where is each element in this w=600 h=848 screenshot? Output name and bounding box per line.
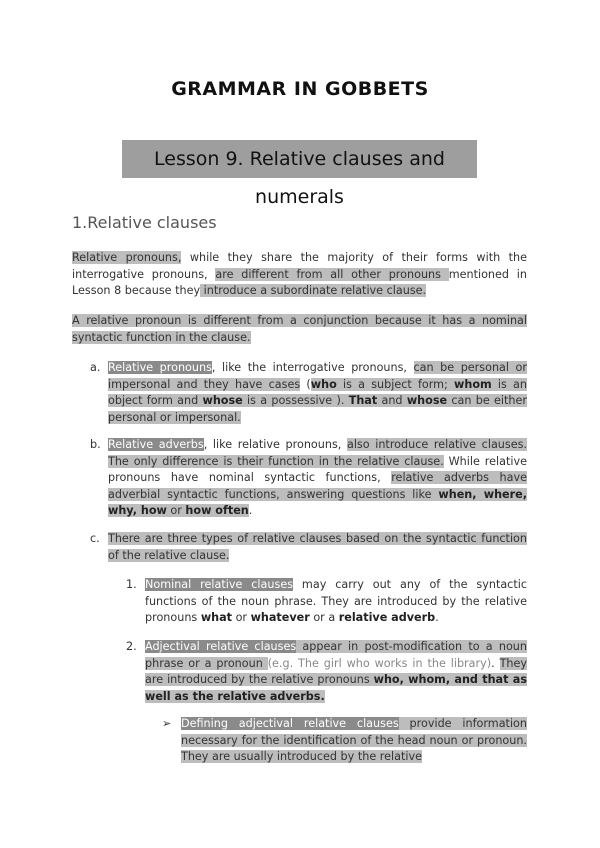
text: or a: [309, 611, 339, 625]
list-marker-1: 1.: [126, 578, 137, 591]
text: .: [248, 504, 253, 518]
text: and: [377, 394, 407, 408]
bold: relative adverb: [338, 611, 436, 625]
list-item-c: [108, 531, 527, 564]
dark-highlight: Defining adjectival relative clauses: [181, 717, 399, 730]
list-item-b: [108, 437, 527, 520]
text: .: [435, 611, 439, 625]
list-marker-2: 2.: [126, 640, 137, 653]
highlight: are different from all other pronouns: [215, 267, 449, 281]
dark-highlight: Relative adverbs: [108, 438, 204, 451]
bold: what: [200, 611, 233, 625]
text: .: [491, 656, 500, 670]
text: , like relative pronouns,: [203, 438, 347, 451]
list-item-adjectival: [145, 639, 527, 705]
list-marker-c: c.: [90, 532, 100, 545]
section-heading: 1.Relative clauses: [72, 213, 217, 232]
bold: when, where, why, how: [108, 487, 527, 518]
bold: whatever: [250, 611, 310, 625]
bold: whose: [406, 394, 448, 408]
highlight: also introduce relative clauses. The only difference is their function in the relative clause.: [108, 438, 527, 468]
bold: That: [348, 394, 378, 408]
highlight: introduce a subordinate relative clause.: [200, 284, 427, 298]
text: can be either personal or impersonal.: [108, 394, 528, 424]
highlight: Relative pronouns,: [72, 251, 182, 264]
list-item-nominal: [145, 577, 527, 627]
bold: how often: [185, 504, 249, 518]
text: is a subject form;: [336, 377, 455, 391]
text: appear in post-modification to a noun phrase or a pronoun: [145, 640, 527, 670]
example-text: (e.g. The girl who works in the library): [267, 656, 492, 670]
text: may carry out any of the syntactic functions of the noun phrase. They are introduced by the relative pronouns: [145, 578, 527, 625]
text: or: [232, 611, 251, 625]
list-item-defining: [181, 716, 527, 766]
dark-highlight: Relative pronouns: [108, 361, 212, 374]
highlight: There are three types of relative clauses based on the syntactic function of the relative clause.: [108, 532, 527, 562]
text: (: [300, 377, 311, 391]
highlight: A relative pronoun is different from a conjunction because it has a nominal syntactic function in the clause.: [72, 314, 527, 344]
text: , like the interrogative pronouns,: [211, 361, 414, 374]
text: mentioned in Lesson 8 because they: [72, 267, 527, 298]
bold: who, whom, and that as well as the relative adverbs.: [145, 673, 527, 703]
text: relative adverbs have adverbial syntactic functions, answering questions like: [108, 471, 527, 501]
bold: whose: [202, 394, 243, 408]
document-title: GRAMMAR IN GOBBETS: [171, 78, 429, 100]
bold: who: [310, 377, 337, 391]
text: While relative pronouns have nominal syntactic functions,: [108, 454, 527, 485]
text: while they share the majority of their forms with the interrogative pronouns,: [72, 251, 527, 281]
text: They are introduced by the relative pronouns: [145, 656, 527, 687]
highlight: provide information necessary for the identification of the head noun or pronoun. They are usually introduced by the relative: [181, 717, 527, 764]
list-marker-b: b.: [90, 438, 101, 451]
lesson-heading: Lesson 9. Relative clauses and numerals: [122, 140, 477, 178]
paragraph-relative-pronouns: [72, 250, 527, 300]
paragraph-conjunction: [72, 313, 527, 346]
list-item-a: [108, 360, 527, 426]
text: is a possessive ).: [242, 394, 349, 408]
highlight: can be personal or impersonal and they have cases: [108, 361, 527, 391]
list-marker-a: a.: [90, 361, 101, 374]
dark-highlight: Adjectival relative clauses: [145, 640, 297, 653]
text: is an object form and: [108, 377, 527, 408]
arrow-bullet-icon: ➢: [162, 717, 172, 730]
bold: whom: [454, 377, 492, 391]
dark-highlight: Nominal relative clauses: [145, 578, 294, 591]
text: or: [166, 504, 186, 518]
